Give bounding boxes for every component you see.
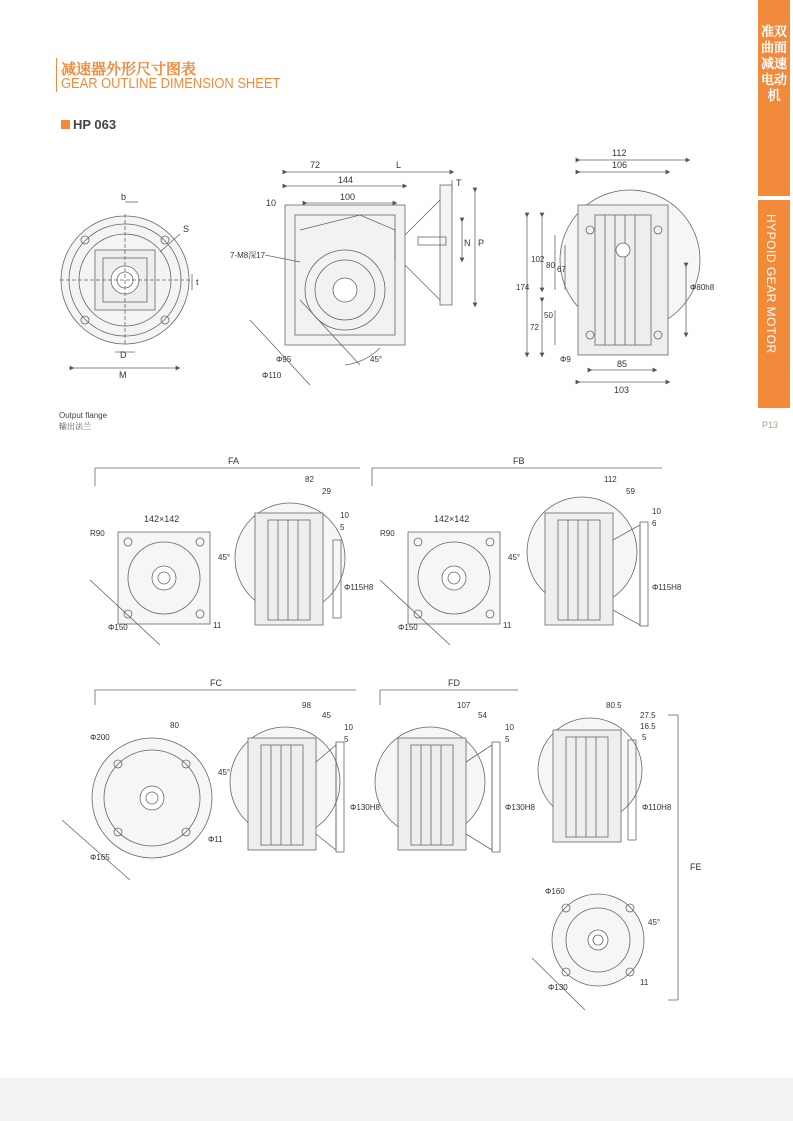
top-dim-50: 50 <box>544 311 553 320</box>
fa-d4: 5 <box>340 523 345 532</box>
side-dim-10: 10 <box>266 198 277 208</box>
sidebar-cn-label: 准双曲面减速电动机 <box>760 24 787 103</box>
front-view <box>60 202 192 368</box>
fc-d2: 45 <box>322 711 331 720</box>
fe-label: FE <box>690 862 702 872</box>
side-dim-p: P <box>478 238 485 248</box>
side-dim-144: 144 <box>338 175 354 185</box>
top-dim-103: 103 <box>614 385 630 395</box>
top-phi9: Φ9 <box>560 355 571 364</box>
fb-d3: 10 <box>652 507 661 516</box>
fa-d1: 82 <box>305 475 314 484</box>
front-t-label: t <box>196 277 199 287</box>
side-phi95: Φ95 <box>276 355 292 364</box>
fb-size: 142×142 <box>434 514 470 524</box>
fb-d2: 59 <box>626 487 635 496</box>
front-b-label: b <box>121 192 127 202</box>
side-dim-n: N <box>464 238 471 248</box>
fe-d4: 5 <box>642 733 647 742</box>
page-number: P13 <box>762 420 779 430</box>
fe-d1: 80.5 <box>606 701 622 710</box>
fe-d2: 27.5 <box>640 711 656 720</box>
top-dim-85: 85 <box>617 359 628 369</box>
fa-r: R90 <box>90 529 105 538</box>
side-holes-label: 7-M8深17 <box>230 251 266 260</box>
top-dim-67: 67 <box>557 265 566 274</box>
side-phi110: Φ110 <box>262 371 282 380</box>
fc-phi: Φ165 <box>90 853 110 862</box>
side-dim-72: 72 <box>310 160 321 170</box>
fa-bore: Φ115H8 <box>344 583 374 592</box>
top-dim-102: 102 <box>531 255 545 264</box>
fe-phi: Φ130 <box>548 983 568 992</box>
top-phi80: Φ80h8 <box>690 283 715 292</box>
front-s-label: S <box>183 224 190 234</box>
fd-d3: 10 <box>505 723 514 732</box>
fa-size: 142×142 <box>144 514 180 524</box>
fd-d4: 5 <box>505 735 510 744</box>
fe-angle: 45° <box>648 918 661 927</box>
fb-d1: 112 <box>604 475 617 484</box>
fb-r: R90 <box>380 529 395 538</box>
fc-hole: Φ11 <box>208 835 223 844</box>
top-dim-174: 174 <box>516 283 530 292</box>
fc-d3: 10 <box>344 723 353 732</box>
page-title-en: GEAR OUTLINE DIMENSION SHEET <box>61 75 281 92</box>
top-view <box>527 160 700 382</box>
fd-d2: 54 <box>478 711 487 720</box>
top-dim-106: 106 <box>612 160 628 170</box>
fa-d2: 29 <box>322 487 331 496</box>
fa-hole: 11 <box>213 621 222 630</box>
fc-angle: 45° <box>218 768 231 777</box>
flange-fa-fb-drawings <box>90 468 662 645</box>
fb-hole: 11 <box>503 621 512 630</box>
fa-angle: 45° <box>218 553 231 562</box>
fb-bore: Φ115H8 <box>652 583 682 592</box>
fc-label: FC <box>210 678 222 688</box>
fe-bore: Φ110H8 <box>642 803 672 812</box>
fc-dim-80: 80 <box>170 721 179 730</box>
side-dim-l: L <box>396 160 402 170</box>
fc-phi-outer: Φ200 <box>90 733 110 742</box>
top-dim-80: 80 <box>546 261 555 270</box>
fd-bore: Φ130H8 <box>505 803 535 812</box>
fe-phi-outer: Φ160 <box>545 887 565 896</box>
fa-label: FA <box>228 456 240 466</box>
side-dim-100: 100 <box>340 192 356 202</box>
front-m-label: M <box>119 370 127 380</box>
top-dim-72: 72 <box>530 323 539 332</box>
fc-d1: 98 <box>302 701 311 710</box>
fa-d3: 10 <box>340 511 349 520</box>
model-label: HP 063 <box>73 117 117 132</box>
fe-d3: 16.5 <box>640 722 656 731</box>
fb-phi: Φ150 <box>398 623 418 632</box>
side-angle: 45° <box>370 355 383 364</box>
side-view <box>250 172 475 385</box>
output-flange-label-cn: 输出法兰 <box>59 422 91 431</box>
sidebar-en-label: HYPOID GEAR MOTOR <box>764 214 778 354</box>
fe-hole: 11 <box>640 978 649 987</box>
fa-phi: Φ150 <box>108 623 128 632</box>
flange-fc-fd-fe-drawings <box>62 690 678 1010</box>
fb-angle: 45° <box>508 553 521 562</box>
output-flange-label-en: Output flange <box>59 411 108 420</box>
side-dim-t: T <box>456 178 462 188</box>
front-d-label: D <box>120 350 127 360</box>
fc-d4: 5 <box>344 735 349 744</box>
top-dim-112: 112 <box>612 148 627 158</box>
fc-bore: Φ130H8 <box>350 803 380 812</box>
fb-d4: 6 <box>652 519 657 528</box>
page-title-cn: 减速器外形尺寸图表 <box>61 61 197 78</box>
fb-label: FB <box>513 456 525 466</box>
fd-label: FD <box>448 678 460 688</box>
fd-d1: 107 <box>457 701 471 710</box>
